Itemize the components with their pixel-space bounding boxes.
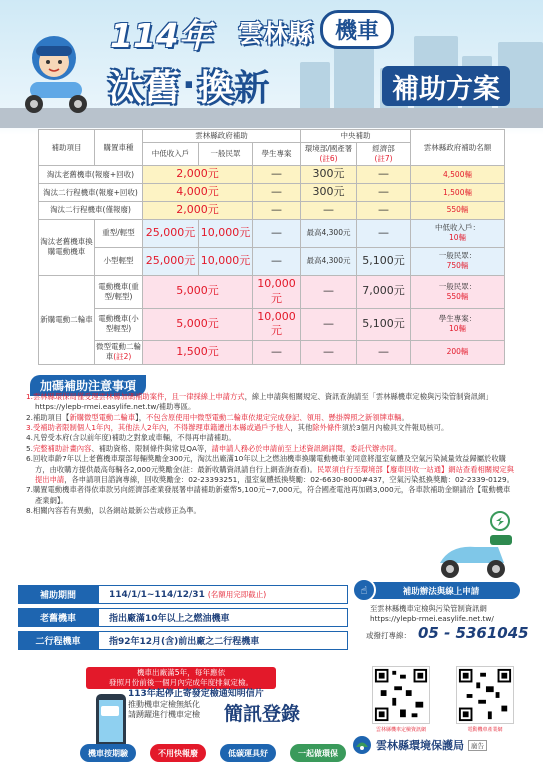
cell-student: — bbox=[253, 247, 301, 275]
table-row bbox=[39, 202, 505, 220]
apply-url-link[interactable]: https://ylepb-rmei.easylife.net.tw/ bbox=[370, 614, 494, 624]
qr-code-icon[interactable] bbox=[456, 666, 514, 724]
two-stroke-key: 二行程機車 bbox=[18, 631, 98, 650]
qr-label: 雲林縣機車定檢資訊網 bbox=[375, 727, 426, 733]
cell-county-amount: 5,000元 bbox=[143, 275, 253, 308]
cell-student: — bbox=[253, 166, 301, 184]
cell-quota: 1,500輛 bbox=[411, 184, 505, 202]
cell-econ: 5,100元 bbox=[357, 247, 411, 275]
cell-env: 最高4,300元 bbox=[301, 219, 357, 247]
two-stroke-box bbox=[18, 631, 348, 650]
qr-label: 電動機車產業網 bbox=[467, 727, 503, 733]
row-vehicle-type: 微型電動二輪車(註2) bbox=[95, 341, 143, 364]
title-motorcycle-badge: 機車 bbox=[320, 10, 394, 49]
row-vehicle-type: 電動機車(重型/輕型) bbox=[95, 275, 143, 308]
apply-site-name: 至雲林縣機車定檢與污染管制資訊網 bbox=[370, 604, 487, 613]
row-item: 新購電動二輪車 bbox=[39, 275, 95, 364]
online-apply-heading: 補助辦法與線上申請 bbox=[362, 582, 520, 599]
period-value: 114/1/1~114/12/31 (名額用完即截止) bbox=[98, 585, 348, 604]
slogan-pill: 機車按期驗 bbox=[80, 744, 136, 762]
sms-register-title: 簡訊登錄 bbox=[224, 703, 301, 725]
table-row bbox=[39, 341, 505, 364]
cursor-icon: ☝ bbox=[352, 578, 376, 602]
sms-banner bbox=[0, 686, 355, 768]
header-item: 補助項目 bbox=[39, 130, 95, 166]
slogan-pill: 不用快報廢 bbox=[150, 744, 206, 762]
cell-county-amount: 2,000元 bbox=[143, 166, 253, 184]
period-key: 補助期間 bbox=[18, 585, 98, 604]
qr-code-icon[interactable] bbox=[372, 666, 430, 724]
apply-info bbox=[370, 604, 530, 624]
title-part-replace: 換 bbox=[197, 67, 234, 109]
ad-tag: 廣告 bbox=[468, 740, 487, 751]
electric-scooter-illustration bbox=[430, 505, 520, 585]
title-part-eliminate-old: 汰舊 bbox=[108, 67, 181, 109]
cell-low-income: 25,000元 bbox=[143, 247, 199, 275]
header-quota: 雲林縣政府補助名額 bbox=[411, 130, 505, 166]
header-student: 學生專案 bbox=[253, 143, 301, 166]
cell-student: — bbox=[253, 341, 301, 364]
cell-env: — bbox=[301, 202, 357, 220]
epb-logo-icon bbox=[352, 735, 372, 755]
row-vehicle-type: 電動機車(小型輕型) bbox=[95, 308, 143, 341]
slogan-pill: 低碳運具好 bbox=[220, 744, 276, 762]
cell-county-amount: 2,000元 bbox=[143, 202, 253, 220]
row-vehicle-type: 重型/輕型 bbox=[95, 219, 143, 247]
table-row bbox=[39, 166, 505, 184]
table-row bbox=[39, 275, 505, 308]
title-year: 114年 bbox=[110, 16, 212, 55]
row-item: 淘汰二行程機車(報廢+回收) bbox=[39, 184, 143, 202]
period-box bbox=[18, 585, 348, 604]
list-item: 2.補助項目【新購微型電動二輪車】，不包含原使用中微型電動二輪車依規定完成登記、領用、懸掛牌照之新領牌車輛。 bbox=[26, 412, 409, 422]
cell-quota: 一般民眾： 750輛 bbox=[411, 247, 505, 275]
subsidy-table bbox=[38, 129, 505, 365]
row-item: 淘汰老舊機車換購電動機車 bbox=[39, 219, 95, 275]
slogan-pill: 一起做環保 bbox=[290, 744, 346, 762]
row-item: 淘汰二行程機車(僅報廢) bbox=[39, 202, 143, 220]
cell-student: 10,000元 bbox=[253, 275, 301, 308]
list-item: 8.相關內容若有異動，以各網站最新公告或修正為準。 bbox=[26, 505, 201, 515]
list-item: 7.購置電動機車者得依車款另向經濟部產業發展署申請補助新臺幣5,100元~7,000元，符合國產電池再加碼3,000元，各車款補助金額請洽【電動機車產業網】。 bbox=[26, 485, 511, 505]
list-item: 4.凡曾受本府(含以前年度)補助之對象或車輛，不得再申請補助。 bbox=[26, 433, 236, 443]
cell-econ: — bbox=[357, 202, 411, 220]
cell-student: 10,000元 bbox=[253, 308, 301, 341]
cell-student: — bbox=[253, 184, 301, 202]
sms-notice: 113年起停止寄發定檢通知明信片 bbox=[128, 689, 264, 699]
cell-econ: — bbox=[357, 341, 411, 364]
cell-quota: 4,500輛 bbox=[411, 166, 505, 184]
old-moto-value: 指出廠滿10年以上之燃油機車 bbox=[98, 608, 348, 627]
header-low-income: 中低收入戶 bbox=[143, 143, 199, 166]
notes-list bbox=[26, 392, 514, 516]
list-item: 5.完整補助計畫內容、補助資格、限制條件與常見QA等，請申請人務必於申請前至上述資訊網詳閱，委託代辦亦同。 bbox=[26, 443, 402, 453]
cell-general: 10,000元 bbox=[199, 219, 253, 247]
old-moto-box bbox=[18, 608, 348, 627]
list-item: 1.雲林縣環保局僅受理雲林縣加碼補助案件，且一律採線上申請方式，線上申請與相關規定、資訊查詢請至「雲林縣機車定檢與污染管制資訊網」https://ylepb-rmei.easylife.net.tw/補助專區。 bbox=[26, 392, 493, 412]
cell-county-amount: 1,500元 bbox=[143, 341, 253, 364]
cell-student: — bbox=[253, 219, 301, 247]
scooter-rider-illustration bbox=[8, 28, 100, 120]
header-county-subsidy: 雲林縣政府補助 bbox=[143, 130, 301, 143]
cell-econ: — bbox=[357, 166, 411, 184]
cell-econ: 5,100元 bbox=[357, 308, 411, 341]
cell-quota: 一般民眾： 550輛 bbox=[411, 275, 505, 308]
cell-county-amount: 5,000元 bbox=[143, 308, 253, 341]
cell-env: 最高4,300元 bbox=[301, 247, 357, 275]
cell-quota: 中低收入戶： 10輛 bbox=[411, 219, 505, 247]
sms-promo: 推動機車定檢無紙化 請踴躍進行機車定檢 bbox=[128, 700, 200, 720]
title-part-new: 新 bbox=[233, 67, 270, 109]
cell-env: 300元 bbox=[301, 166, 357, 184]
cell-general: 10,000元 bbox=[199, 247, 253, 275]
old-moto-key: 老舊機車 bbox=[18, 608, 98, 627]
cell-quota: 200輛 bbox=[411, 341, 505, 364]
table-row bbox=[39, 247, 505, 275]
cell-econ: — bbox=[357, 219, 411, 247]
table-header-row bbox=[39, 130, 505, 143]
cell-env: — bbox=[301, 341, 357, 364]
table-row bbox=[39, 219, 505, 247]
header-vehicle-type: 購置車種 bbox=[95, 130, 143, 166]
cell-quota: 學生專案： 10輛 bbox=[411, 308, 505, 341]
header-banner bbox=[0, 0, 543, 128]
phone-number[interactable]: 05 - 5361045 bbox=[418, 624, 529, 642]
org-name: 雲林縣環境保護局 bbox=[376, 739, 464, 752]
title-subsidy-plan: 補助方案 bbox=[382, 66, 510, 106]
inspection-note: 機車出廠滿5年，每年應依 發照月份前後一個月內完成年度排氣定檢。 bbox=[86, 667, 276, 689]
org-footer bbox=[352, 735, 487, 755]
list-item: 6.回收車齡7年以上老舊機車環部每輛獎勵金300元，淘汰出廠滿10年以上之燃油機車換購電動機車並同意將溫室氣體及空氣污染減量效益歸屬於收購方，由收購方提供最高每輛各2,000元獎勵金(註：最新收購資訊請自行上網查詢查看)。民眾須自行至環境部【廢車回收一站通】網站查看相關規定與提出申請，各申請項目諮詢專線，回收獎勵金：02-23393251，溫室氣體抵換獎勵：02-6630-8000#437，空氣污染抵換獎勵：02-2339-0129。 bbox=[26, 454, 514, 484]
header-econ-ministry: 經濟部 (註7) bbox=[357, 143, 411, 166]
list-item: 3.受補助者限制個人1年內，其他法人2年內，不得辦理車籍遷出本縣或過戶予他人，其他除外條件須於3個月內檢具文件報局核可。 bbox=[26, 423, 449, 433]
table-row bbox=[39, 184, 505, 202]
row-item: 淘汰老舊機車(報廢+回收) bbox=[39, 166, 143, 184]
phone-label: 或撥打專線： bbox=[366, 631, 411, 640]
two-stroke-value: 指92年12月(含)前出廠之二行程機車 bbox=[98, 631, 348, 650]
cell-low-income: 25,000元 bbox=[143, 219, 199, 247]
notes-heading: 加碼補助注意事項 bbox=[30, 375, 146, 396]
table-row bbox=[39, 308, 505, 341]
title-county: 雲林縣 bbox=[238, 19, 314, 48]
header-central-subsidy: 中央補助 bbox=[301, 130, 411, 143]
cell-econ: — bbox=[357, 184, 411, 202]
cell-env: 300元 bbox=[301, 184, 357, 202]
header-env-ministry: 環境部/國產署 (註6) bbox=[301, 143, 357, 166]
row-vehicle-type: 小型輕型 bbox=[95, 247, 143, 275]
cell-quota: 550輛 bbox=[411, 202, 505, 220]
cell-econ: 7,000元 bbox=[357, 275, 411, 308]
cell-env: — bbox=[301, 275, 357, 308]
main-title bbox=[108, 60, 378, 110]
title-dot: · bbox=[182, 64, 196, 106]
header-general: 一般民眾 bbox=[199, 143, 253, 166]
cell-env: — bbox=[301, 308, 357, 341]
cell-student: — bbox=[253, 202, 301, 220]
cell-county-amount: 4,000元 bbox=[143, 184, 253, 202]
